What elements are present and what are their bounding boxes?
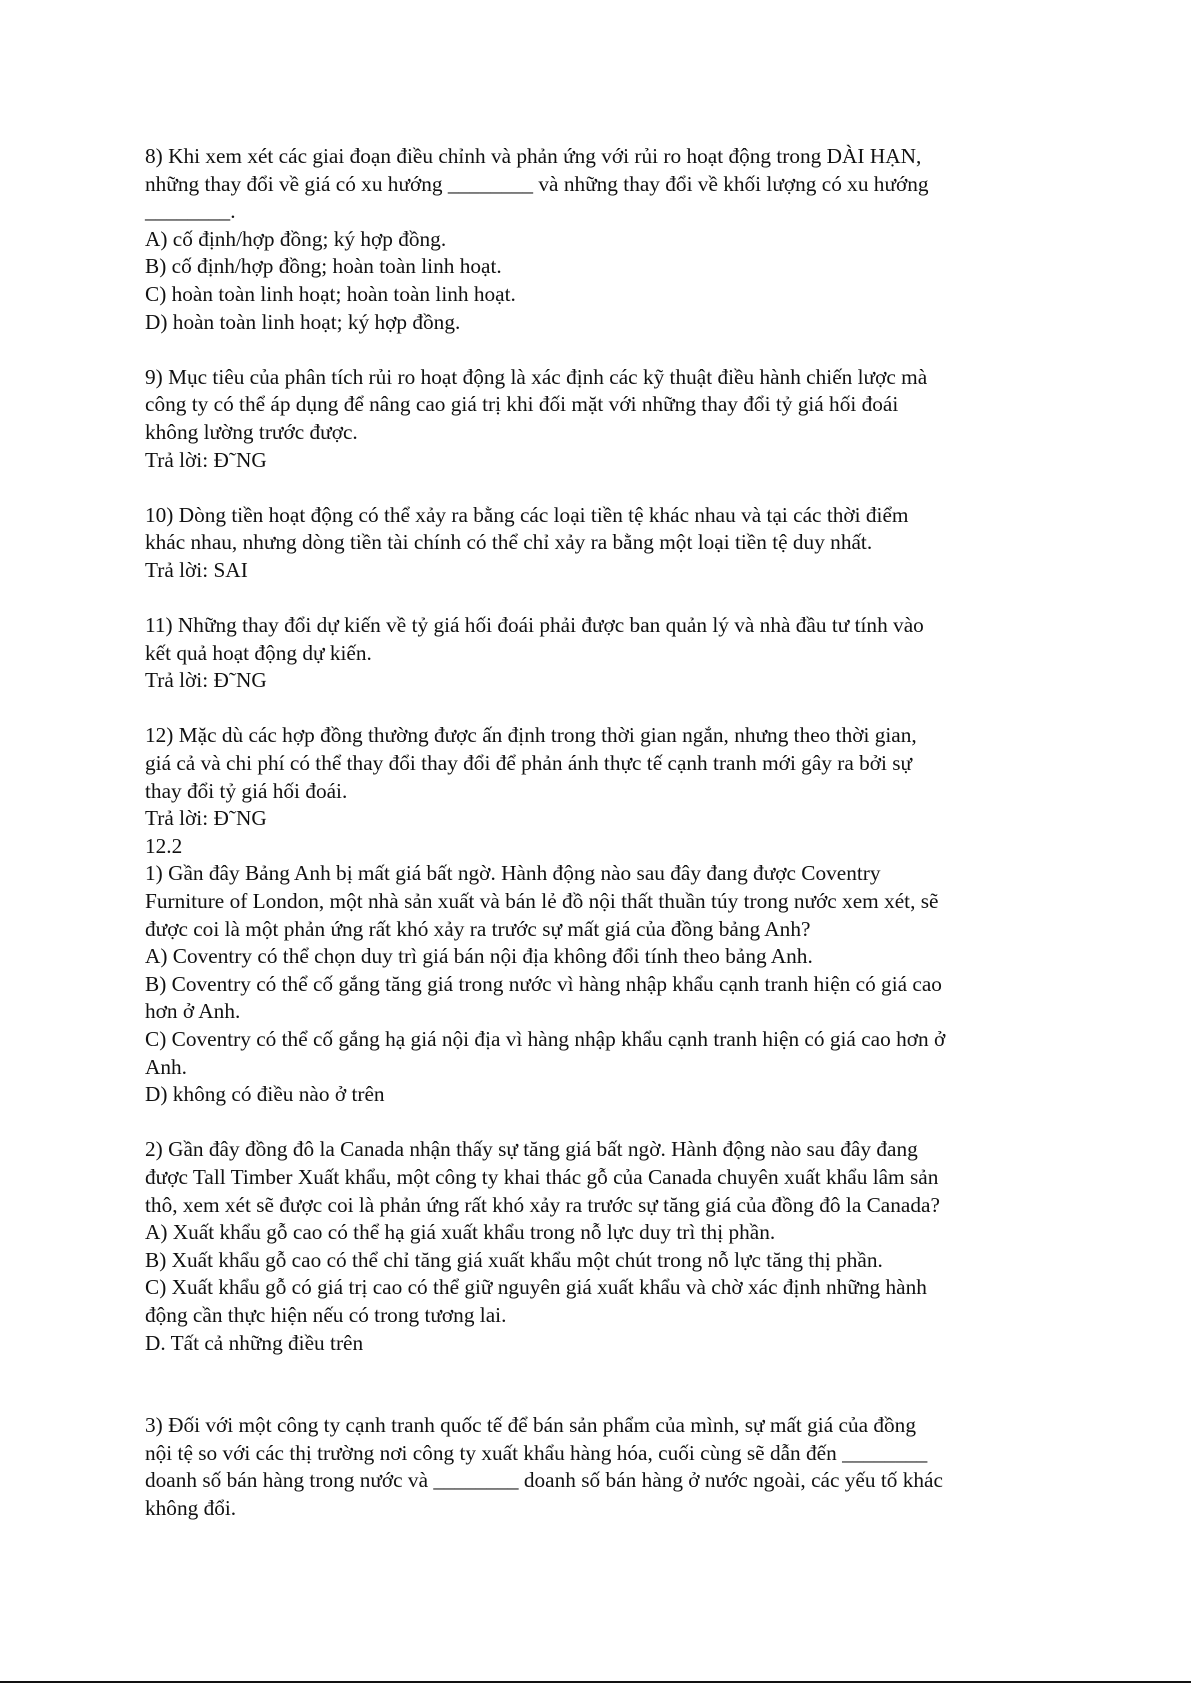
option-b: B) Coventry có thể cố gắng tăng giá trong nước vì hàng nhập khẩu cạnh tranh hiện có giá cao xyxy=(145,971,942,996)
option-d: D) không có điều nào ở trên xyxy=(145,1082,385,1107)
question-text-line: những thay đổi về giá có xu hướng ________ và những thay đổi về khối lượng có xu hướng xyxy=(145,171,929,196)
question-text-line: Furniture of London, một nhà sản xuất và bán lẻ đồ nội thất thuần túy trong nước xem xét, sẽ xyxy=(145,889,939,914)
question-text-line: 2) Gần đây đồng đô la Canada nhận thấy sự tăng giá bất ngờ. Hành động nào sau đây đang xyxy=(145,1137,918,1162)
question-text-line: ________. xyxy=(145,199,236,224)
page-bottom-divider xyxy=(0,1681,1191,1683)
question-10 xyxy=(145,502,1065,585)
option-c: C) Coventry có thể cố gắng hạ giá nội địa vì hàng nhập khẩu cạnh tranh hiện có giá cao hơn ở xyxy=(145,1027,946,1051)
question-text-line: 10) Dòng tiền hoạt động có thể xảy ra bằng các loại tiền tệ khác nhau và tại các thời điểm xyxy=(145,502,909,527)
question-8 xyxy=(145,143,1065,336)
question-text-line: khác nhau, nhưng dòng tiền tài chính có thể chỉ xảy ra bằng một loại tiền tệ duy nhất. xyxy=(145,530,873,555)
answer-line: Trả lời: SAI xyxy=(145,557,248,582)
section-question-2 xyxy=(145,1136,1065,1357)
question-text-line: kết quả hoạt động dự kiến. xyxy=(145,640,372,665)
option-b: B) Xuất khẩu gỗ cao có thể chỉ tăng giá xuất khẩu một chút trong nỗ lực tăng thị phần. xyxy=(145,1247,883,1272)
section-question-3 xyxy=(145,1412,1065,1522)
question-12 xyxy=(145,722,1065,832)
option-b-continued: hơn ở Anh. xyxy=(145,999,241,1024)
question-text-line: doanh số bán hàng trong nước và ________ doanh số bán hàng ở nước ngoài, các yếu tố khác xyxy=(145,1468,943,1493)
question-11 xyxy=(145,612,1065,695)
section-label: 12.2 xyxy=(145,833,183,858)
option-c-continued: động cần thực hiện nếu có trong tương lai. xyxy=(145,1302,507,1327)
option-a: A) cố định/hợp đồng; ký hợp đồng. xyxy=(145,226,447,251)
question-text-line: được Tall Timber Xuất khẩu, một công ty khai thác gỗ của Canada chuyên xuất khẩu lâm sản xyxy=(145,1164,939,1189)
option-a: A) Xuất khẩu gỗ cao có thể hạ giá xuất khẩu trong nỗ lực duy trì thị phần. xyxy=(145,1220,776,1245)
question-text-line: không đổi. xyxy=(145,1495,237,1520)
section-question-1 xyxy=(145,860,1065,1108)
option-c: C) hoàn toàn linh hoạt; hoàn toàn linh hoạt. xyxy=(145,281,516,306)
option-d: D. Tất cả những điều trên xyxy=(145,1330,364,1355)
answer-line: Trả lời: Đ˜NG xyxy=(145,447,267,472)
option-d: D) hoàn toàn linh hoạt; ký hợp đồng. xyxy=(145,309,461,334)
question-text-line: 9) Mục tiêu của phân tích rủi ro hoạt động là xác định các kỹ thuật điều hành chiến lược mà xyxy=(145,364,928,389)
question-text-line: 1) Gần đây Bảng Anh bị mất giá bất ngờ. Hành động nào sau đây đang được Coventry xyxy=(145,861,881,886)
question-9 xyxy=(145,364,1065,474)
question-text-line: 11) Những thay đổi dự kiến về tỷ giá hối đoái phải được ban quản lý và nhà đầu tư tính vào xyxy=(145,613,924,638)
question-text-line: thô, xem xét sẽ được coi là phản ứng rất khó xảy ra trước sự tăng giá của đồng đô la Canada? xyxy=(145,1192,940,1217)
question-text-line: thay đổi tỷ giá hối đoái. xyxy=(145,778,348,803)
question-text-line: 8) Khi xem xét các giai đoạn điều chỉnh và phản ứng với rủi ro hoạt động trong DÀI HẠN, xyxy=(145,144,922,168)
question-text-line: 3) Đối với một công ty cạnh tranh quốc tế để bán sản phẩm của mình, sự mất giá của đồng xyxy=(145,1413,916,1438)
option-a: A) Coventry có thể chọn duy trì giá bán nội địa không đổi tính theo bảng Anh. xyxy=(145,944,813,969)
option-c: C) Xuất khẩu gỗ có giá trị cao có thể giữ nguyên giá xuất khẩu và chờ xác định những hành xyxy=(145,1275,927,1300)
answer-line: Trả lời: Đ˜NG xyxy=(145,668,267,693)
question-text-line: không lường trước được. xyxy=(145,419,358,444)
question-text-line: giá cả và chi phí có thể thay đổi thay đổi để phản ánh thực tế cạnh tranh mới gây ra bởi sự xyxy=(145,751,913,776)
document-page xyxy=(145,143,1065,1523)
answer-line: Trả lời: Đ˜NG xyxy=(145,806,267,831)
option-b: B) cố định/hợp đồng; hoàn toàn linh hoạt. xyxy=(145,254,502,279)
question-text-line: 12) Mặc dù các hợp đồng thường được ấn định trong thời gian ngắn, nhưng theo thời gian, xyxy=(145,723,917,748)
question-text-line: nội tệ so với các thị trường nơi công ty xuất khẩu hàng hóa, cuối cùng sẽ dẫn đến ________ xyxy=(145,1440,928,1465)
question-text-line: công ty có thể áp dụng để nâng cao giá trị khi đối mặt với những thay đổi tỷ giá hối đoái xyxy=(145,392,899,417)
question-text-line: được coi là một phản ứng rất khó xảy ra trước sự mất giá của đồng bảng Anh? xyxy=(145,916,811,941)
option-c-continued: Anh. xyxy=(145,1054,188,1079)
